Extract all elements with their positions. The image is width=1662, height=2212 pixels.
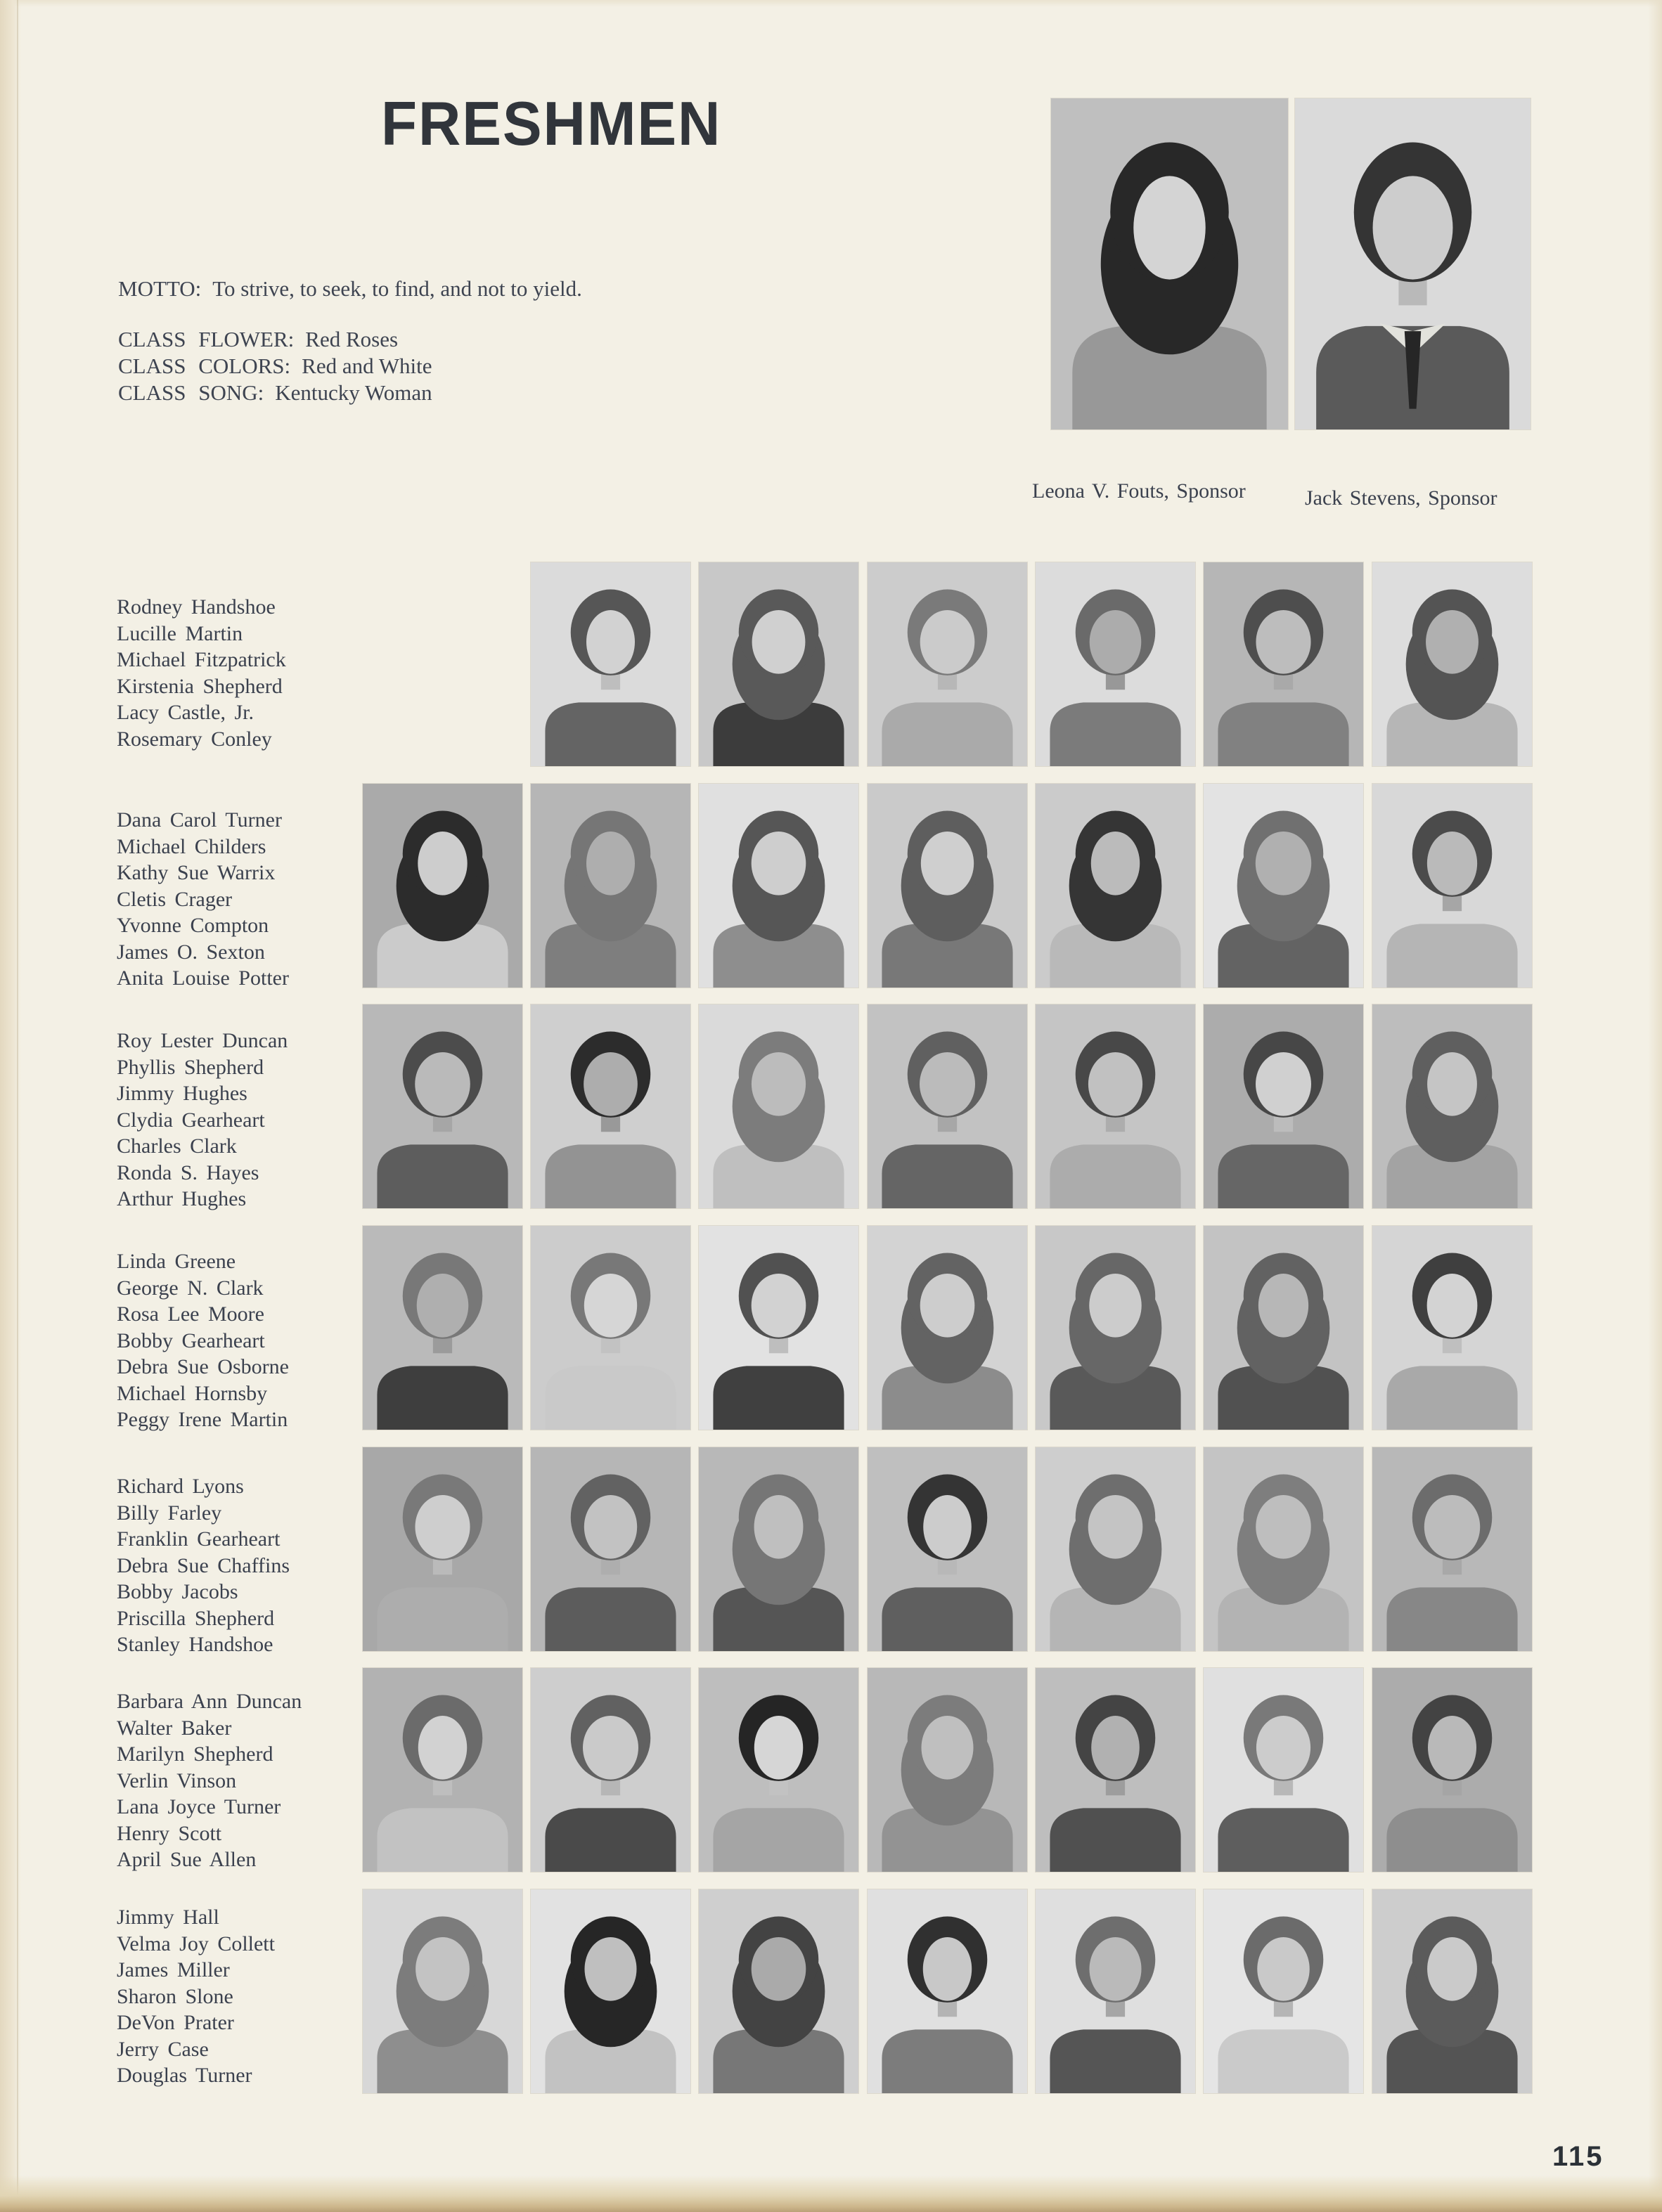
student-name: Yvonne Compton xyxy=(117,914,269,937)
portrait-illustration xyxy=(699,1226,858,1430)
portrait-illustration xyxy=(1204,562,1363,766)
student-photo xyxy=(868,1226,1027,1430)
sponsor-photo-leona-fouts xyxy=(1051,98,1288,429)
portrait-illustration xyxy=(531,1447,690,1651)
student-photo xyxy=(1036,1889,1195,2093)
student-photo xyxy=(1372,1447,1532,1651)
student-name: Ronda S. Hayes xyxy=(117,1160,259,1184)
student-name-list xyxy=(117,594,447,752)
portrait-illustration xyxy=(363,1889,522,2093)
student-name: Billy Farley xyxy=(117,1501,222,1525)
student-photo xyxy=(363,1668,522,1872)
portrait-illustration xyxy=(1036,1668,1195,1872)
class-info-block xyxy=(118,326,821,406)
student-photo xyxy=(868,562,1027,766)
portrait-illustration xyxy=(1204,1668,1363,1872)
portrait-illustration xyxy=(363,784,522,988)
student-photo xyxy=(699,784,858,988)
student-name: James O. Sexton xyxy=(117,940,265,964)
student-photo xyxy=(1204,1447,1363,1651)
student-photo xyxy=(1372,1668,1532,1872)
portrait-illustration xyxy=(1372,562,1532,766)
student-photo xyxy=(868,1668,1027,1872)
student-name: Debra Sue Chaffins xyxy=(117,1553,290,1577)
student-photo xyxy=(1204,1668,1363,1872)
portrait-illustration xyxy=(699,1004,858,1208)
portrait-illustration xyxy=(699,562,858,766)
portrait-illustration xyxy=(1372,1889,1532,2093)
student-name: Marilyn Shepherd xyxy=(117,1742,273,1766)
student-name: Rosa Lee Moore xyxy=(117,1302,264,1326)
sponsor-caption-leona-fouts: Leona V. Fouts, Sponsor xyxy=(1032,479,1246,503)
portrait-illustration xyxy=(868,1668,1027,1872)
student-photo xyxy=(699,1226,858,1430)
class-flower-value: Red Roses xyxy=(305,327,399,351)
student-photo xyxy=(699,562,858,766)
class-song-line xyxy=(118,380,821,406)
portrait-illustration xyxy=(868,562,1027,766)
student-name: Lana Joyce Turner xyxy=(117,1795,281,1818)
student-name: Jimmy Hall xyxy=(117,1906,219,1929)
student-photo xyxy=(699,1004,858,1208)
student-name: Lucille Martin xyxy=(117,621,243,645)
student-name: Peggy Irene Martin xyxy=(117,1408,288,1431)
portrait-illustration xyxy=(531,562,690,766)
student-name: Arthur Hughes xyxy=(117,1187,247,1210)
student-photo xyxy=(1372,1889,1532,2093)
student-photo xyxy=(363,1004,522,1208)
class-colors-line xyxy=(118,353,821,380)
portrait-illustration xyxy=(868,1226,1027,1430)
student-name: Michael Fitzpatrick xyxy=(117,648,286,671)
student-name: Barbara Ann Duncan xyxy=(117,1690,302,1713)
portrait-illustration xyxy=(1036,1889,1195,2093)
student-photo xyxy=(531,1004,690,1208)
student-name: Phyllis Shepherd xyxy=(117,1055,264,1079)
student-name: Michael Childers xyxy=(117,834,266,858)
student-name: Kirstenia Shepherd xyxy=(117,674,283,698)
page-edge-top xyxy=(0,0,1662,7)
class-colors-value: Red and White xyxy=(302,354,432,378)
student-name: April Sue Allen xyxy=(117,1848,257,1871)
portrait-illustration xyxy=(363,1004,522,1208)
student-name: Bobby Gearheart xyxy=(117,1328,265,1352)
student-photo xyxy=(531,1668,690,1872)
student-name: DeVon Prater xyxy=(117,2011,234,2034)
student-photo xyxy=(868,1004,1027,1208)
portrait-illustration xyxy=(699,1447,858,1651)
portrait-illustration xyxy=(868,784,1027,988)
portrait-illustration xyxy=(1372,784,1532,988)
student-name: Roy Lester Duncan xyxy=(117,1029,288,1052)
portrait-illustration xyxy=(1372,1226,1532,1430)
student-name: Verlin Vinson xyxy=(117,1768,237,1792)
portrait-illustration xyxy=(868,1004,1027,1208)
student-photo xyxy=(531,1226,690,1430)
class-song-value: Kentucky Woman xyxy=(275,380,432,405)
student-photo xyxy=(1372,1226,1532,1430)
student-photo xyxy=(699,1889,858,2093)
sponsor-photo-jack-stevens xyxy=(1295,98,1531,429)
student-photo xyxy=(1204,562,1363,766)
student-photo xyxy=(531,562,690,766)
student-name: Dana Carol Turner xyxy=(117,808,282,832)
portrait-illustration xyxy=(699,1889,858,2093)
motto-label: MOTTO: xyxy=(118,276,202,301)
student-photo xyxy=(699,1447,858,1651)
student-name: Rodney Handshoe xyxy=(117,595,276,619)
sponsor-caption-jack-stevens: Jack Stevens, Sponsor xyxy=(1305,486,1497,510)
portrait-illustration xyxy=(1372,1004,1532,1208)
student-name: Linda Greene xyxy=(117,1250,236,1273)
student-name: Douglas Turner xyxy=(117,2064,252,2087)
student-photo xyxy=(868,1889,1027,2093)
portrait-illustration xyxy=(868,1447,1027,1651)
portrait-illustration xyxy=(531,1004,690,1208)
student-name: Debra Sue Osborne xyxy=(117,1355,289,1378)
student-photo xyxy=(1036,784,1195,988)
portrait-illustration xyxy=(868,1889,1027,2093)
student-name: Rosemary Conley xyxy=(117,727,272,751)
student-photo xyxy=(868,1447,1027,1651)
portrait-illustration xyxy=(363,1668,522,1872)
student-photo xyxy=(1372,784,1532,988)
student-name: Walter Baker xyxy=(117,1716,232,1740)
page-edge-left xyxy=(0,0,21,2212)
student-name: Michael Hornsby xyxy=(117,1381,268,1405)
portrait-illustration xyxy=(1204,1226,1363,1430)
student-name: Richard Lyons xyxy=(117,1475,244,1498)
student-name: Bobby Jacobs xyxy=(117,1580,238,1603)
student-name: George N. Clark xyxy=(117,1276,264,1300)
student-name: Lacy Castle, Jr. xyxy=(117,701,254,724)
student-name: Jerry Case xyxy=(117,2037,209,2061)
student-name: Franklin Gearheart xyxy=(117,1527,281,1551)
student-photo xyxy=(1036,1004,1195,1208)
student-name: Clydia Gearheart xyxy=(117,1108,265,1132)
student-photo xyxy=(1204,1889,1363,2093)
portrait-illustration xyxy=(1204,1447,1363,1651)
portrait-illustration xyxy=(1295,98,1531,429)
student-photo xyxy=(699,1668,858,1872)
student-photo xyxy=(1204,1004,1363,1208)
portrait-illustration xyxy=(1036,1226,1195,1430)
student-name: James Miller xyxy=(117,1958,230,1981)
student-name: Charles Clark xyxy=(117,1134,237,1158)
class-flower-line xyxy=(118,326,821,353)
student-photo xyxy=(868,784,1027,988)
class-colors-label: CLASS COLORS: xyxy=(118,354,291,378)
student-photo xyxy=(1372,562,1532,766)
portrait-illustration xyxy=(1204,1004,1363,1208)
class-song-label: CLASS SONG: xyxy=(118,380,264,405)
student-name: Anita Louise Potter xyxy=(117,966,289,990)
portrait-illustration xyxy=(699,784,858,988)
student-photo xyxy=(363,784,522,988)
student-photo xyxy=(363,1889,522,2093)
page-edge-right xyxy=(1648,0,1662,2212)
student-photo xyxy=(1036,562,1195,766)
portrait-illustration xyxy=(1372,1447,1532,1651)
student-photo xyxy=(1372,1004,1532,1208)
portrait-illustration xyxy=(1372,1668,1532,1872)
portrait-illustration xyxy=(1036,1004,1195,1208)
portrait-illustration xyxy=(531,784,690,988)
student-name: Priscilla Shepherd xyxy=(117,1606,275,1630)
page-number: 115 xyxy=(1552,2141,1604,2172)
student-name: Cletis Crager xyxy=(117,887,233,911)
motto-line xyxy=(118,276,821,302)
portrait-illustration xyxy=(1036,784,1195,988)
portrait-illustration xyxy=(531,1226,690,1430)
student-name: Stanley Handshoe xyxy=(117,1633,273,1656)
student-name: Henry Scott xyxy=(117,1821,222,1845)
portrait-illustration xyxy=(531,1668,690,1872)
student-photo xyxy=(1036,1447,1195,1651)
student-photo xyxy=(1204,784,1363,988)
portrait-illustration xyxy=(1204,784,1363,988)
portrait-illustration xyxy=(1036,1447,1195,1651)
student-photo xyxy=(531,1889,690,2093)
student-photo xyxy=(1036,1226,1195,1430)
portrait-illustration xyxy=(1204,1889,1363,2093)
student-photo xyxy=(1036,1668,1195,1872)
student-name: Velma Joy Collett xyxy=(117,1932,275,1955)
portrait-illustration xyxy=(363,1226,522,1430)
motto-text: To strive, to seek, to find, and not to yield. xyxy=(212,276,582,301)
student-photo xyxy=(363,1226,522,1430)
page-edge-bottom xyxy=(0,2175,1662,2212)
student-name: Jimmy Hughes xyxy=(117,1082,247,1105)
portrait-illustration xyxy=(1036,562,1195,766)
portrait-illustration xyxy=(363,1447,522,1651)
student-photo xyxy=(531,784,690,988)
portrait-illustration xyxy=(699,1668,858,1872)
portrait-illustration xyxy=(531,1889,690,2093)
page-title: FRESHMEN xyxy=(381,89,722,158)
class-flower-label: CLASS FLOWER: xyxy=(118,327,295,351)
portrait-illustration xyxy=(1051,98,1288,429)
student-photo xyxy=(363,1447,522,1651)
student-name: Kathy Sue Warrix xyxy=(117,861,276,884)
student-photo xyxy=(531,1447,690,1651)
student-photo xyxy=(1204,1226,1363,1430)
student-name: Sharon Slone xyxy=(117,1984,233,2008)
